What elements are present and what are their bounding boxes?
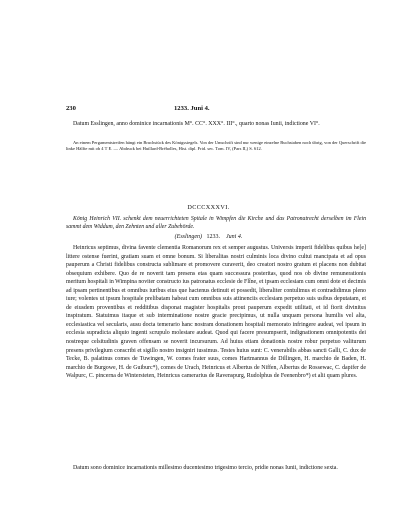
running-title: 1233. Juni 4. [174, 105, 210, 112]
regest-summary: König Heinrich VII. schenkt dem neuerrichteten Spitale in Wimpfen die Kirche und das Patronatrecht derselben im Flein sammt dem Widdum, den Zehnten und aller Zubehörde. [66, 216, 366, 230]
document-number: DCCCXXXVI. [187, 204, 230, 211]
day: Juni 4. [225, 234, 243, 240]
place-date-line [0, 234, 417, 240]
page-number: 230 [66, 105, 76, 112]
page-header [66, 105, 366, 115]
footnote: An einem Pergamentstreifen hängt ein Bruchstück des Königssiegels. Von der Umschrift sind nur wenige einzelne Buchstaben noch übrig, von der Querschrift die linke Hälfte mit ob 4 Т Е. — Abdruck bei Huillard-Bréholles, Hist. dipl. Frid. sec. Tom. IV, (Pars II,) S. 612. [66, 140, 366, 152]
dating-line: Datum Esslingen, anno dominice incarnationis M°. CC°. XXX°. III°., quarto nonas Iunii, indictione VI°. [73, 121, 320, 127]
closing-dating: Datum sono dominice incarnationis millesimo ducentesimo trigesimo tercio, pridie nonas Iunii, indictione sexta. [73, 465, 338, 471]
place: (Esslingen) [174, 234, 202, 240]
year: 1233. [206, 234, 220, 240]
charter-body: Heinricus septimus, divina favente clementia Romanorum rex et semper augustus. Universis imperii fidelibus quibus he[e] littere ostense fuerint, gratiam suam et omne bonum. Si liberalitas nostri culminis loca divino cultui mancipata et ad opus pauperum a Christi fidelibus constructa sublimare et promovere curaverit, deo creatori nostro gratum et placens non dubitat obsequium exhibere. Quo de re noverit tam presens etas quam successura posteritas, quod nos ob divine remunerationis meritum hospitali in Wimpina noviter constructo ius patronatus ecclesie de Flîne, et ipsam ecclesiam cum omni dote et decimis ad ipsam pertinentibus et omnibus iuribus eius que hactenus detinuit et possedit, liberaliter contulimus et contradidimus pleno iure; volentes ut ipsum hospitale prelibatam habeat cum omnibus suis attinenciis ecclesiam perpetuo suis usibus deputatam, et de eiusdem proventibus et redditibus disponat magister hospitalis prout pauperum expedit utilitati, et id fiorit divinitus inspiratum. Statuimus itaque et sub interminatione nostre gracie precipimus, ut nulla unquam persona humilis vel alta, ecclesiastica vel secularis, ausu docta temerario hanc nostram donationem hospitali memorato infringere audeat, vel ipsum in ecclesia supradicta aliquio ingenti scrupulo molestare audeat. Quod qui facere presumpserit, indignationem omnipotentis dei nostreque celsitudinis graven offensam se noverit incursurum. Ad huius etiam donationis nostre robur perpetuo valiturum presens privilegium conscribi et sigillo nostro insigniri iussimus. Testes huius sunt: C. venerabilis abbas sancti Galli, C. dux de Tecke, B. palatinus comes de Tuwingen, W. comes frater suus, comes Hartmannus de Dillingen, H. marchio de Baden, H. marchio de Burgowe, H. de Guiburc*), comes de Urach, Heinricus et Albertus de Niffen, Albertus de Rossewac, C. dapifer de Walpurc, C. pincerna de Wintersteten, Heinricus camerarius de Ravenspurg, Rudolphus de Feenenbro*) et alii quam plures. [66, 245, 366, 380]
